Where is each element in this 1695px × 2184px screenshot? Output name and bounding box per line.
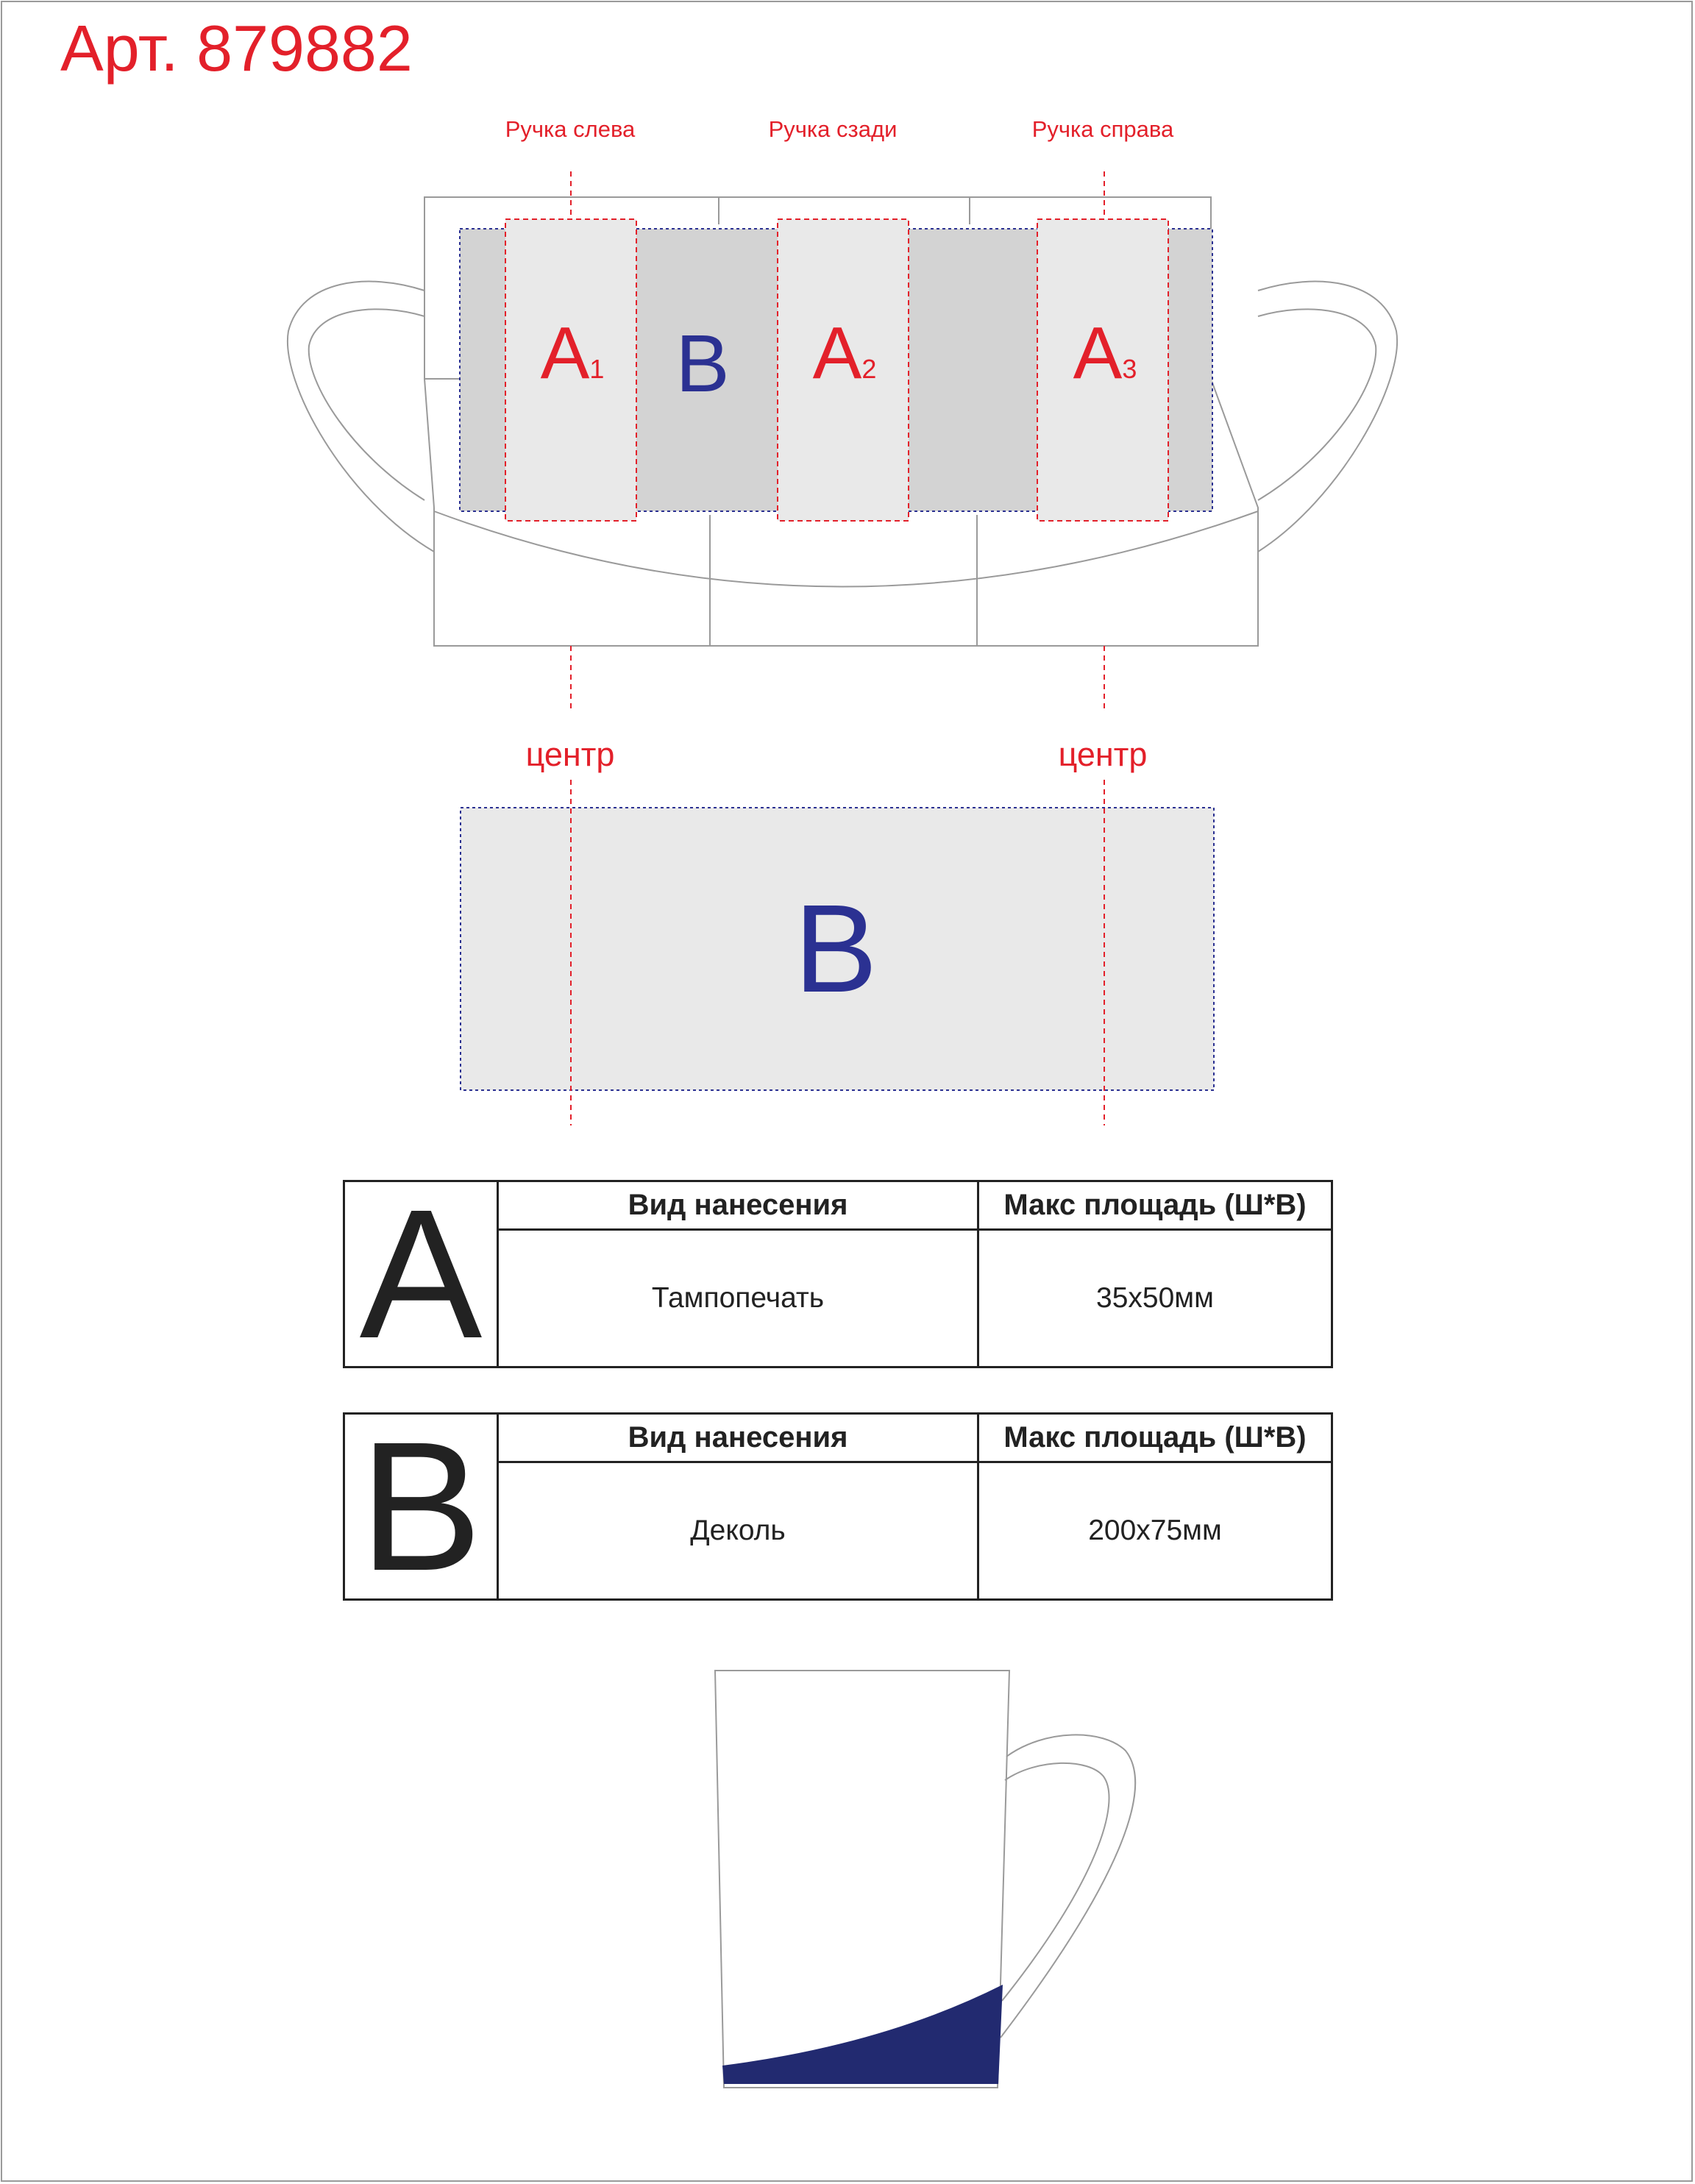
table-a-size: 35x50мм [978,1230,1332,1367]
label-handle-back: Ручка сзади [768,116,898,142]
zone-b-wrap-label: B [794,879,878,1019]
spec-table-a [343,1171,1333,1376]
label-center-right: центр [1058,736,1148,773]
table-a-letter: A [344,1181,498,1367]
table-b-size: 200x75мм [978,1462,1332,1600]
table-a-col2-header: Макс площадь (Ш*В) [978,1181,1332,1230]
mug-illustration [715,1671,1135,2088]
table-b-method: Деколь [498,1462,978,1600]
table-b-col1-header: Вид нанесения [498,1414,978,1462]
table-b-col2-header: Макс площадь (Ш*В) [978,1414,1332,1462]
table-a-col1-header: Вид нанесения [498,1181,978,1230]
label-handle-right: Ручка справа [1031,116,1174,142]
label-handle-left: Ручка слева [505,116,636,142]
table-b-letter: B [344,1414,498,1600]
zone-a2-label: A2 [812,312,877,394]
spec-table-b [343,1404,1333,1609]
zone-a1-label: A1 [540,312,605,394]
zone-b-top-label: B [675,319,730,409]
zone-a3-label: A3 [1073,312,1137,394]
table-a-method: Тампопечать [498,1230,978,1367]
article-title: Арт. 879882 [60,12,413,85]
label-center-left: центр [525,736,615,773]
